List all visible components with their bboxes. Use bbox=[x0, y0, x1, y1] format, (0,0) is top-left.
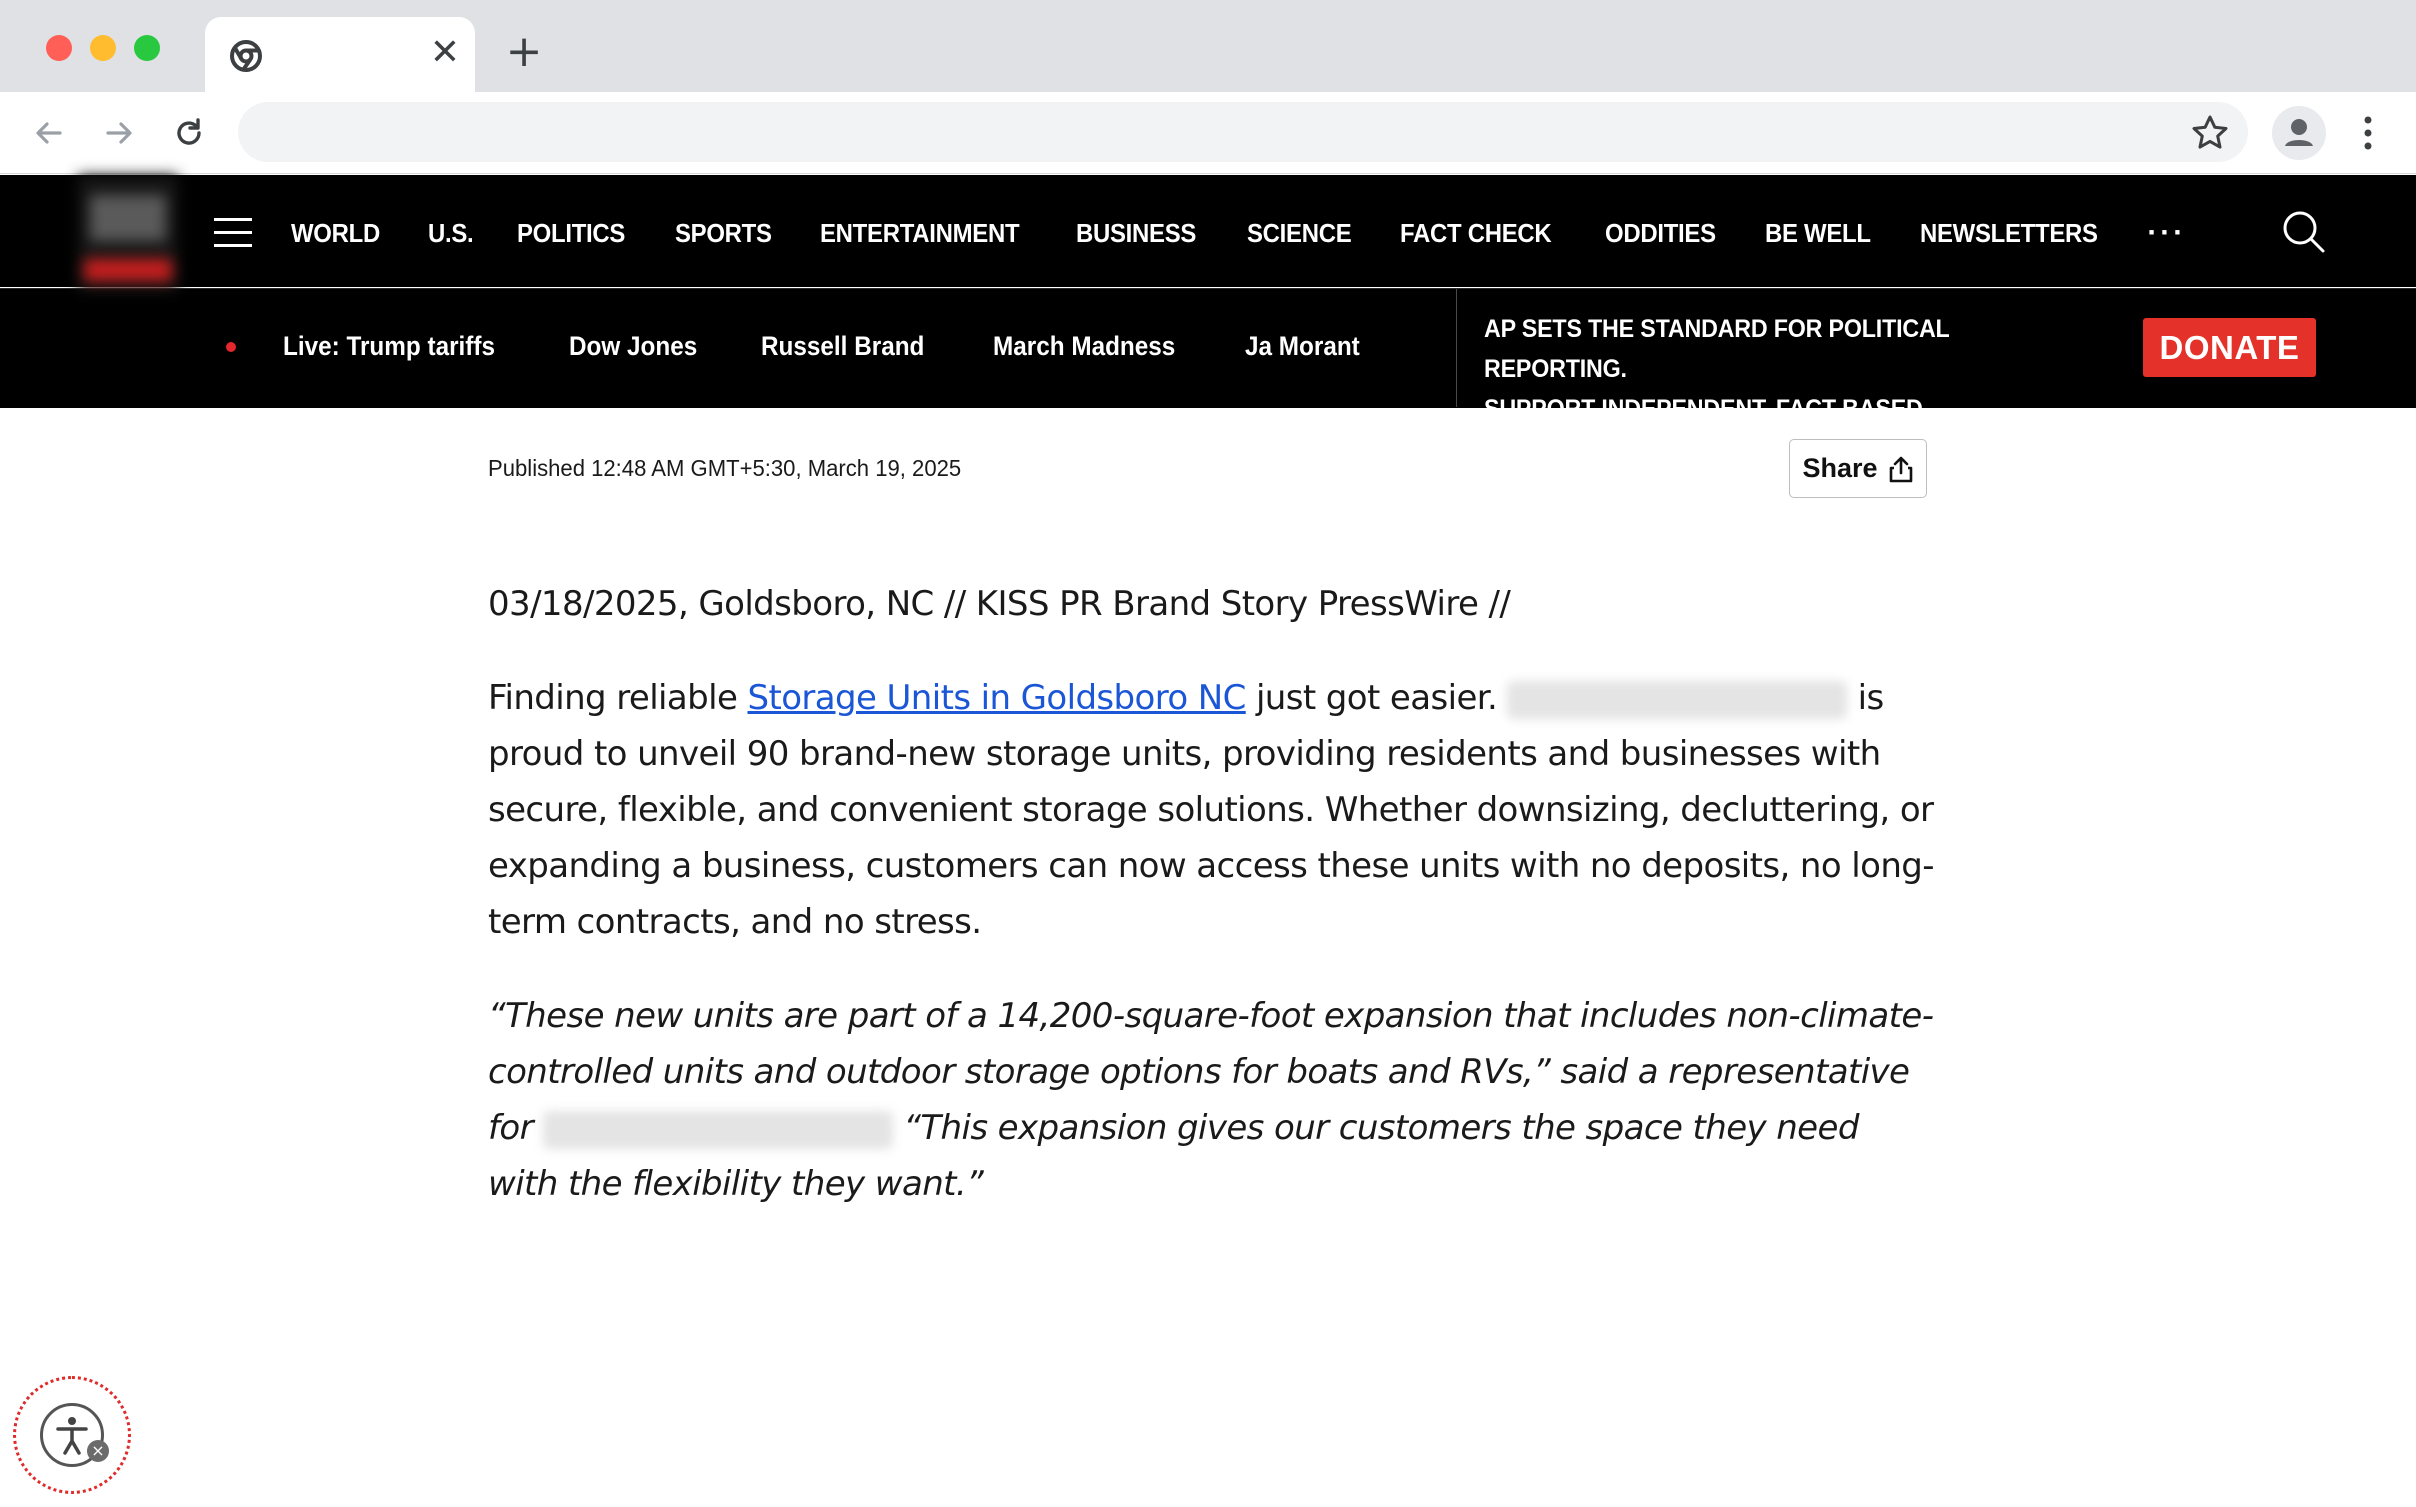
site-logo[interactable] bbox=[78, 175, 178, 291]
reload-icon bbox=[168, 112, 210, 154]
live-indicator-dot bbox=[226, 342, 236, 352]
article-dateline: 03/18/2025, Goldsboro, NC // KISS PR Brand Story PressWire // bbox=[488, 584, 1511, 624]
bookmark-star-icon[interactable] bbox=[2190, 113, 2230, 153]
redacted-company-name bbox=[543, 1111, 893, 1149]
trending-item-ja-morant[interactable]: Ja Morant bbox=[1245, 330, 1360, 361]
browser-titlebar bbox=[0, 0, 2416, 92]
nav-item-oddities[interactable]: ODDITIES bbox=[1604, 217, 1716, 248]
back-button[interactable] bbox=[28, 112, 70, 154]
nav-item-politics[interactable]: POLITICS bbox=[517, 217, 626, 248]
tab-close-button[interactable]: ✕ bbox=[429, 32, 461, 73]
trending-links bbox=[283, 326, 1423, 366]
article-quote: “These new units are part of a 14,200-square-foot expansion that includes non-climate-controlled units and outdoor storage options for boats and RVs,” said a representative for “This expansion gives our customers the space they need with the flexibility they want.” bbox=[488, 996, 1934, 1204]
trending-item-dow-jones[interactable]: Dow Jones bbox=[568, 330, 697, 361]
new-tab-button[interactable]: + bbox=[505, 26, 543, 77]
trending-item-trump-tariffs[interactable]: Live: Trump tariffs bbox=[283, 330, 495, 361]
share-button[interactable] bbox=[1789, 439, 1927, 498]
profile-avatar-icon bbox=[2272, 106, 2326, 160]
search-icon[interactable] bbox=[2280, 208, 2326, 254]
reload-button[interactable] bbox=[168, 112, 210, 154]
browser-toolbar bbox=[0, 92, 2416, 174]
storage-units-link[interactable]: Storage Units in Goldsboro NC bbox=[747, 678, 1246, 718]
nav-item-be-well[interactable]: BE WELL bbox=[1765, 217, 1871, 248]
profile-button[interactable] bbox=[2272, 106, 2326, 160]
article-body bbox=[488, 576, 1938, 1212]
article-paragraph: Finding reliable Storage Units in Goldsboro NC just got easier. is proud to unveil 90 brand-new storage units, providing residents and businesses with secure, flexible, and convenient storage solutions. Whether downsizing, decluttering, or expanding a business, customers can now access these units with no deposits, no long-term contracts, and no stress. bbox=[488, 678, 1934, 942]
nav-item-business[interactable]: BUSINESS bbox=[1076, 217, 1197, 248]
address-bar[interactable] bbox=[238, 102, 2248, 162]
address-input[interactable] bbox=[268, 102, 2118, 162]
more-menu-button[interactable]: ··· bbox=[2147, 216, 2187, 249]
maximize-window-button[interactable] bbox=[134, 35, 160, 61]
nav-item-sports[interactable]: SPORTS bbox=[674, 217, 772, 248]
back-arrow-icon bbox=[28, 112, 70, 154]
redacted-company-name bbox=[1507, 681, 1847, 719]
promo-line-2: SUPPORT INDEPENDENT, FACT-BASED JOURNALISM. bbox=[1484, 395, 1923, 463]
close-widget-icon[interactable]: × bbox=[87, 1440, 109, 1462]
hamburger-menu-icon[interactable] bbox=[214, 218, 252, 248]
minimize-window-button[interactable] bbox=[90, 35, 116, 61]
nav-item-science[interactable]: SCIENCE bbox=[1246, 217, 1352, 248]
nav-item-fact-check[interactable]: FACT CHECK bbox=[1400, 217, 1552, 248]
close-window-button[interactable] bbox=[46, 35, 72, 61]
donate-button[interactable]: DONATE bbox=[2143, 318, 2316, 377]
main-nav bbox=[291, 213, 2186, 253]
trending-item-russell-brand[interactable]: Russell Brand bbox=[761, 330, 925, 361]
share-icon bbox=[1888, 455, 1914, 483]
forward-arrow-icon bbox=[98, 112, 140, 154]
promo-divider bbox=[1456, 289, 1457, 407]
share-label: Share bbox=[1802, 453, 1878, 483]
kebab-menu-icon[interactable] bbox=[2353, 112, 2383, 154]
nav-item-newsletters[interactable]: NEWSLETTERS bbox=[1920, 217, 2098, 248]
published-timestamp: Published 12:48 AM GMT+5:30, March 19, 2025 bbox=[488, 455, 962, 481]
trending-item-march-madness[interactable]: March Madness bbox=[992, 330, 1175, 361]
chrome-favicon-icon bbox=[229, 39, 263, 73]
nav-item-entertainment[interactable]: ENTERTAINMENT bbox=[819, 217, 1019, 248]
nav-item-us[interactable]: U.S. bbox=[427, 217, 474, 248]
support-promo-text bbox=[1484, 309, 2079, 469]
nav-item-world[interactable]: WORLD bbox=[291, 217, 380, 248]
forward-button[interactable] bbox=[98, 112, 140, 154]
accessibility-widget-button[interactable] bbox=[13, 1376, 131, 1494]
browser-tab[interactable] bbox=[205, 17, 475, 92]
promo-line-1: AP SETS THE STANDARD FOR POLITICAL REPORTING. bbox=[1484, 315, 1950, 383]
